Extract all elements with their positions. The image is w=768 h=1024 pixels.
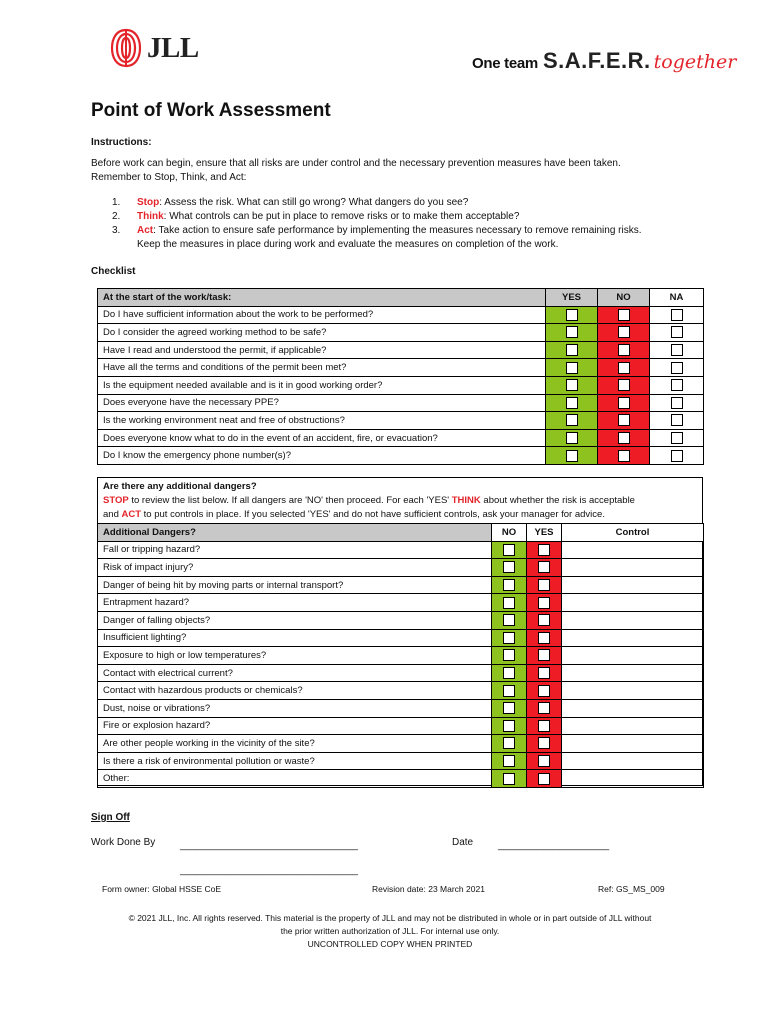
form-owner: Form owner: Global HSSE CoE: [102, 884, 222, 894]
checklist-na-checkbox[interactable]: [671, 344, 683, 356]
jll-logo-mark-icon: [108, 28, 144, 68]
checklist-na-checkbox[interactable]: [671, 379, 683, 391]
danger-yes-checkbox[interactable]: [538, 702, 550, 714]
dangers-header-no: NO: [492, 524, 527, 542]
danger-row: [98, 559, 704, 577]
danger-row: [98, 682, 704, 700]
checklist-na-checkbox[interactable]: [671, 397, 683, 409]
checklist-na-cell: [650, 341, 704, 359]
danger-no-cell: [492, 752, 527, 770]
checklist-no-cell: [598, 359, 650, 377]
checklist-yes-checkbox[interactable]: [566, 309, 578, 321]
danger-yes-cell: [527, 611, 562, 629]
dangers-body: [98, 541, 704, 787]
danger-yes-checkbox[interactable]: [538, 773, 550, 785]
checklist-heading: Checklist: [91, 266, 136, 277]
checklist-header-no: NO: [598, 289, 650, 307]
danger-row: [98, 611, 704, 629]
instructions-heading: Instructions:: [91, 137, 152, 148]
checklist-no-checkbox[interactable]: [618, 432, 630, 444]
danger-control-cell[interactable]: [562, 735, 704, 753]
checklist-yes-cell: [546, 412, 598, 430]
checklist-row: [98, 306, 704, 324]
checklist-yes-cell: [546, 394, 598, 412]
checklist-na-cell: [650, 359, 704, 377]
danger-yes-cell: [527, 629, 562, 647]
dangers-intro: [98, 478, 702, 524]
danger-yes-cell: [527, 541, 562, 559]
signature-line[interactable]: ________________________________: [180, 865, 358, 876]
checklist-na-cell: [650, 376, 704, 394]
danger-no-cell: [492, 559, 527, 577]
checklist-row: [98, 447, 704, 465]
danger-yes-checkbox[interactable]: [538, 737, 550, 749]
checklist-question: Do I consider the agreed working method to be safe?: [98, 324, 546, 342]
checklist-no-cell: [598, 341, 650, 359]
checklist-yes-cell: [546, 447, 598, 465]
danger-no-checkbox[interactable]: [503, 544, 515, 556]
danger-yes-checkbox[interactable]: [538, 632, 550, 644]
danger-yes-checkbox[interactable]: [538, 544, 550, 556]
checklist-row: [98, 376, 704, 394]
checklist-question: Does everyone have the necessary PPE?: [98, 394, 546, 412]
danger-question: Dust, noise or vibrations?: [98, 699, 492, 717]
checklist-na-checkbox[interactable]: [671, 414, 683, 426]
danger-yes-cell: [527, 576, 562, 594]
checklist-yes-checkbox[interactable]: [566, 414, 578, 426]
danger-no-checkbox[interactable]: [503, 561, 515, 573]
work-done-by-label: Work Done By: [91, 837, 156, 848]
act-keyword: Act: [137, 225, 154, 236]
copyright-line2: the prior written authorization of JLL. For internal use only.: [280, 926, 500, 936]
danger-no-checkbox[interactable]: [503, 649, 515, 661]
checklist-question: Have all the terms and conditions of the permit been met?: [98, 359, 546, 377]
date-line[interactable]: ____________________: [498, 840, 610, 851]
checklist-na-checkbox[interactable]: [671, 326, 683, 338]
checklist-no-checkbox[interactable]: [618, 344, 630, 356]
danger-yes-cell: [527, 735, 562, 753]
logo-text: JLL: [147, 31, 199, 64]
dangers-table: [97, 523, 704, 788]
danger-control-cell[interactable]: [562, 559, 704, 577]
copyright-notice: [60, 912, 720, 951]
checklist-yes-cell: [546, 376, 598, 394]
danger-row: [98, 664, 704, 682]
danger-yes-cell: [527, 647, 562, 665]
danger-no-cell: [492, 682, 527, 700]
checklist-na-cell: [650, 324, 704, 342]
checklist-header-na: NA: [650, 289, 704, 307]
danger-row: [98, 717, 704, 735]
danger-control-cell[interactable]: [562, 594, 704, 612]
dangers-header-question: Additional Dangers?: [98, 524, 492, 542]
checklist-yes-cell: [546, 429, 598, 447]
checklist-question: Is the equipment needed available and is it in good working order?: [98, 376, 546, 394]
danger-yes-cell: [527, 699, 562, 717]
intro-line-1: Before work can begin, ensure that all risks are under control and the necessary prevention measures have been taken.: [91, 158, 621, 169]
danger-yes-cell: [527, 682, 562, 700]
danger-control-cell[interactable]: [562, 629, 704, 647]
dangers-header-yes: YES: [527, 524, 562, 542]
danger-no-cell: [492, 594, 527, 612]
danger-yes-checkbox[interactable]: [538, 561, 550, 573]
checklist-question: Have I read and understood the permit, if applicable?: [98, 341, 546, 359]
checklist-question: Do I know the emergency phone number(s)?: [98, 447, 546, 465]
danger-no-cell: [492, 611, 527, 629]
danger-no-cell: [492, 576, 527, 594]
think-keyword: Think: [137, 211, 164, 222]
danger-no-cell: [492, 735, 527, 753]
checklist-row: [98, 412, 704, 430]
checklist-na-cell: [650, 412, 704, 430]
danger-row: [98, 752, 704, 770]
danger-no-checkbox[interactable]: [503, 579, 515, 591]
checklist-na-checkbox[interactable]: [671, 309, 683, 321]
safer-tagline: [472, 48, 736, 74]
checklist-na-cell: [650, 447, 704, 465]
checklist-table: [97, 288, 704, 465]
checklist-no-cell: [598, 447, 650, 465]
page-title: Point of Work Assessment: [91, 100, 331, 121]
danger-yes-checkbox[interactable]: [538, 755, 550, 767]
checklist-row: [98, 394, 704, 412]
checklist-no-checkbox[interactable]: [618, 326, 630, 338]
danger-row: [98, 770, 704, 788]
checklist-na-checkbox[interactable]: [671, 450, 683, 462]
checklist-no-checkbox[interactable]: [618, 379, 630, 391]
step-act: 3. Act: Take action to ensure safe performance by implementing the measures necessary to remove remaining risks. Keep the measures in place during work and evaluate the measures on completion of the work.: [112, 225, 642, 250]
intro-line-2: Remember to Stop, Think, and Act:: [91, 172, 247, 183]
checklist-header-question: At the start of the work/task:: [98, 289, 546, 307]
danger-question: Risk of impact injury?: [98, 559, 492, 577]
checklist-no-checkbox[interactable]: [618, 309, 630, 321]
danger-no-cell: [492, 699, 527, 717]
danger-control-cell[interactable]: [562, 647, 704, 665]
danger-row: [98, 629, 704, 647]
checklist-no-checkbox[interactable]: [618, 414, 630, 426]
danger-no-checkbox[interactable]: [503, 667, 515, 679]
checklist-yes-checkbox[interactable]: [566, 397, 578, 409]
jll-logo: [108, 28, 199, 68]
checklist-row: [98, 341, 704, 359]
danger-control-cell[interactable]: [562, 752, 704, 770]
danger-row: [98, 735, 704, 753]
danger-no-checkbox[interactable]: [503, 597, 515, 609]
danger-row: [98, 541, 704, 559]
danger-yes-cell: [527, 664, 562, 682]
revision-date: Revision date: 23 March 2021: [372, 884, 485, 894]
checklist-yes-checkbox[interactable]: [566, 362, 578, 374]
danger-question: Are other people working in the vicinity of the site?: [98, 735, 492, 753]
danger-row: [98, 594, 704, 612]
danger-control-cell[interactable]: [562, 664, 704, 682]
danger-row: [98, 647, 704, 665]
danger-no-checkbox[interactable]: [503, 632, 515, 644]
dangers-header-row: [98, 524, 704, 542]
danger-question: Contact with hazardous products or chemicals?: [98, 682, 492, 700]
checklist-yes-cell: [546, 324, 598, 342]
checklist-na-cell: [650, 429, 704, 447]
checklist-body: [98, 306, 704, 464]
danger-yes-checkbox[interactable]: [538, 579, 550, 591]
checklist-question: Do I have sufficient information about the work to be performed?: [98, 306, 546, 324]
danger-row: [98, 699, 704, 717]
checklist-yes-checkbox[interactable]: [566, 379, 578, 391]
dangers-intro-line2: and ACT to put controls in place. If you selected 'YES' and do not have sufficient controls, ask your manager for advice.: [103, 509, 605, 520]
danger-no-checkbox[interactable]: [503, 737, 515, 749]
danger-question: Contact with electrical current?: [98, 664, 492, 682]
checklist-no-cell: [598, 429, 650, 447]
danger-no-cell: [492, 541, 527, 559]
checklist-no-checkbox[interactable]: [618, 397, 630, 409]
checklist-row: [98, 429, 704, 447]
tagline-together: together: [653, 51, 737, 73]
danger-question: Danger of being hit by moving parts or internal transport?: [98, 576, 492, 594]
checklist-yes-checkbox[interactable]: [566, 432, 578, 444]
checklist-row: [98, 324, 704, 342]
danger-no-cell: [492, 770, 527, 788]
checklist-no-cell: [598, 376, 650, 394]
checklist-row: [98, 359, 704, 377]
checklist-no-cell: [598, 306, 650, 324]
date-label: Date: [452, 837, 474, 848]
danger-yes-checkbox[interactable]: [538, 597, 550, 609]
danger-yes-cell: [527, 594, 562, 612]
copyright-line1: © 2021 JLL, Inc. All rights reserved. This material is the property of JLL and may not be distributed in whole or in part outside of JLL without: [128, 913, 652, 923]
danger-question: Exposure to high or low temperatures?: [98, 647, 492, 665]
dangers-header-control: Control: [562, 524, 704, 542]
dangers-intro-title: Are there any additional dangers?: [103, 481, 257, 492]
step-stop: 1. Stop: Assess the risk. What can still go wrong? What dangers do you see?: [112, 197, 469, 208]
checklist-no-checkbox[interactable]: [618, 362, 630, 374]
stop-keyword: Stop: [137, 197, 160, 208]
checklist-header-row: [98, 289, 704, 307]
danger-yes-checkbox[interactable]: [538, 685, 550, 697]
danger-control-cell[interactable]: [562, 611, 704, 629]
danger-no-checkbox[interactable]: [503, 755, 515, 767]
danger-no-checkbox[interactable]: [503, 720, 515, 732]
checklist-no-cell: [598, 412, 650, 430]
danger-yes-checkbox[interactable]: [538, 667, 550, 679]
danger-yes-cell: [527, 770, 562, 788]
danger-question: Entrapment hazard?: [98, 594, 492, 612]
danger-no-checkbox[interactable]: [503, 702, 515, 714]
checklist-na-checkbox[interactable]: [671, 432, 683, 444]
danger-question: Fire or explosion hazard?: [98, 717, 492, 735]
danger-no-cell: [492, 664, 527, 682]
checklist-no-cell: [598, 394, 650, 412]
danger-no-checkbox[interactable]: [503, 773, 515, 785]
checklist-no-cell: [598, 324, 650, 342]
checklist-na-cell: [650, 394, 704, 412]
danger-yes-cell: [527, 717, 562, 735]
danger-no-cell: [492, 717, 527, 735]
danger-yes-checkbox[interactable]: [538, 720, 550, 732]
checklist-na-checkbox[interactable]: [671, 362, 683, 374]
checklist-na-cell: [650, 306, 704, 324]
danger-yes-checkbox[interactable]: [538, 649, 550, 661]
checklist-yes-checkbox[interactable]: [566, 344, 578, 356]
danger-question: Is there a risk of environmental pollution or waste?: [98, 752, 492, 770]
tagline-one-team: One team: [472, 55, 538, 72]
danger-yes-cell: [527, 559, 562, 577]
danger-yes-checkbox[interactable]: [538, 614, 550, 626]
checklist-yes-checkbox[interactable]: [566, 326, 578, 338]
instructions-steps: [112, 196, 692, 252]
signoff-heading: Sign Off: [91, 812, 130, 823]
instructions-intro: [91, 157, 691, 185]
danger-control-cell[interactable]: [562, 699, 704, 717]
danger-control-cell[interactable]: [562, 682, 704, 700]
danger-yes-cell: [527, 752, 562, 770]
danger-question: Fall or tripping hazard?: [98, 541, 492, 559]
danger-control-cell[interactable]: [562, 576, 704, 594]
form-ref: Ref: GS_MS_009: [598, 884, 665, 894]
checklist-yes-cell: [546, 306, 598, 324]
danger-question: Other:: [98, 770, 492, 788]
danger-no-cell: [492, 647, 527, 665]
checklist-no-checkbox[interactable]: [618, 450, 630, 462]
tagline-safer: S.A.F.E.R.: [542, 48, 651, 73]
danger-question: Danger of falling objects?: [98, 611, 492, 629]
danger-control-cell[interactable]: [562, 541, 704, 559]
checklist-question: Is the working environment neat and free of obstructions?: [98, 412, 546, 430]
danger-no-cell: [492, 629, 527, 647]
dangers-intro-line1: STOP to review the list below. If all dangers are 'NO' then proceed. For each 'YES' THINK about whether the risk is acceptable: [103, 495, 635, 506]
work-done-by-line[interactable]: ________________________________: [180, 840, 358, 851]
danger-control-cell[interactable]: [562, 717, 704, 735]
danger-row: [98, 576, 704, 594]
checklist-yes-cell: [546, 359, 598, 377]
step-think: 2. Think: What controls can be put in place to remove risks or to make them acceptable?: [112, 211, 520, 222]
danger-no-checkbox[interactable]: [503, 614, 515, 626]
checklist-header-yes: YES: [546, 289, 598, 307]
danger-control-cell[interactable]: [562, 770, 704, 788]
danger-question: Insufficient lighting?: [98, 629, 492, 647]
danger-no-checkbox[interactable]: [503, 685, 515, 697]
checklist-yes-cell: [546, 341, 598, 359]
checklist-yes-checkbox[interactable]: [566, 450, 578, 462]
checklist-question: Does everyone know what to do in the event of an accident, fire, or evacuation?: [98, 429, 546, 447]
uncontrolled-notice: UNCONTROLLED COPY WHEN PRINTED: [307, 939, 473, 949]
